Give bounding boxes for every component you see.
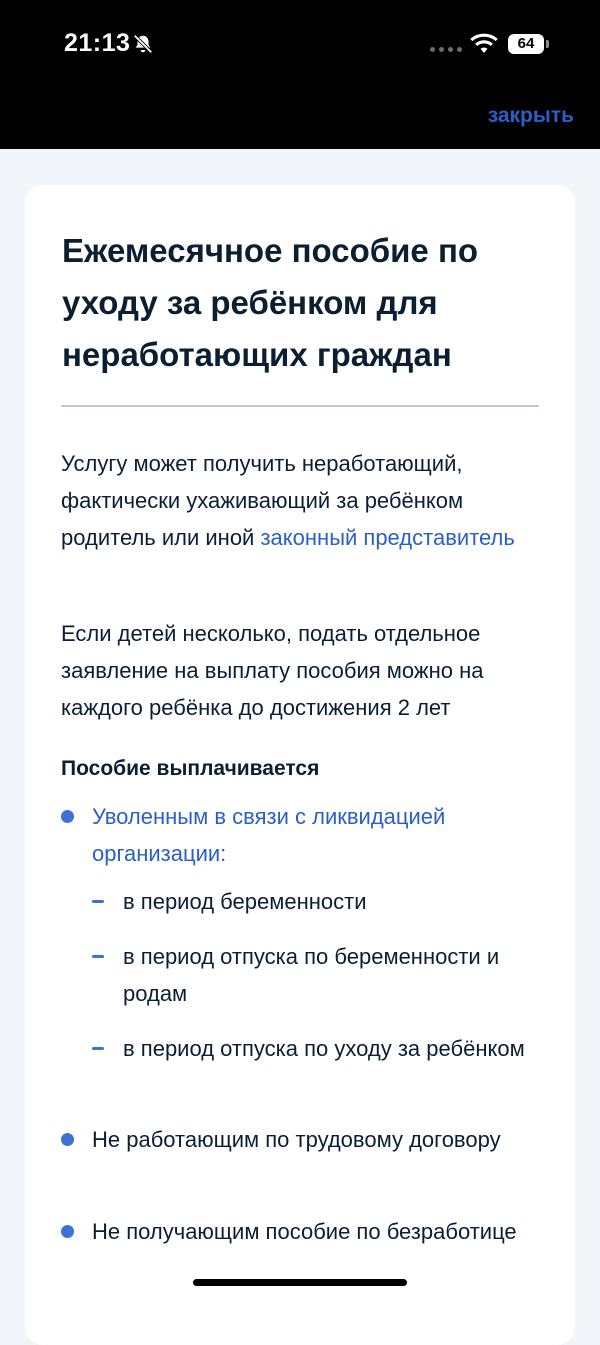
dash-marker bbox=[92, 955, 104, 958]
close-button[interactable]: закрыть bbox=[487, 104, 574, 127]
battery-icon: 64 bbox=[508, 34, 544, 54]
list-item bbox=[61, 798, 541, 872]
status-bar bbox=[0, 0, 600, 149]
list-item bbox=[61, 1121, 541, 1158]
list-item-text: Не получающим пособие по безработице bbox=[92, 1219, 517, 1244]
multiple-children-paragraph: Если детей несколько, подать отдельное заявление на выплату пособия можно на каждого ребёнка до достижения 2 лет bbox=[61, 621, 484, 720]
battery-cap bbox=[546, 40, 549, 48]
home-indicator[interactable] bbox=[193, 1279, 407, 1286]
cellular-signal-icon bbox=[430, 47, 462, 52]
sub-list-item bbox=[92, 883, 542, 920]
sub-list-item bbox=[92, 938, 542, 1012]
list-item-text: Не работающим по трудовому договору bbox=[92, 1127, 501, 1152]
bullet-dot bbox=[61, 1133, 74, 1146]
list-item bbox=[61, 1213, 541, 1250]
content-card bbox=[25, 185, 575, 1345]
sub-item-text: в период беременности bbox=[123, 889, 367, 914]
divider bbox=[61, 405, 539, 407]
bullet-dot bbox=[61, 1225, 74, 1238]
status-time: 21:13 bbox=[64, 29, 131, 57]
sub-item-text: в период отпуска по беременности и родам bbox=[123, 944, 500, 1006]
benefit-paid-heading: Пособие выплачивается bbox=[61, 757, 320, 780]
page-title: Ежемесячное пособие по уходу за ребёнком для неработающих граждан bbox=[62, 232, 479, 373]
sub-item-text: в период отпуска по уходу за ребёнком bbox=[123, 1036, 525, 1061]
bell-muted-icon bbox=[132, 33, 154, 55]
eligibility-text: Услугу может получить неработающий, фактически ухаживающий за ребёнком родитель или иной bbox=[61, 451, 464, 550]
dash-marker bbox=[92, 1047, 104, 1050]
legal-representative-link[interactable]: законный представитель bbox=[260, 525, 515, 550]
dash-marker bbox=[92, 900, 104, 903]
wifi-icon bbox=[470, 33, 498, 55]
sub-list-item bbox=[92, 1030, 542, 1067]
eligibility-paragraph bbox=[61, 445, 541, 556]
bullet-dot bbox=[61, 810, 74, 823]
liquidation-link[interactable]: Уволенным в связи с ликвидацией организации: bbox=[92, 804, 446, 866]
